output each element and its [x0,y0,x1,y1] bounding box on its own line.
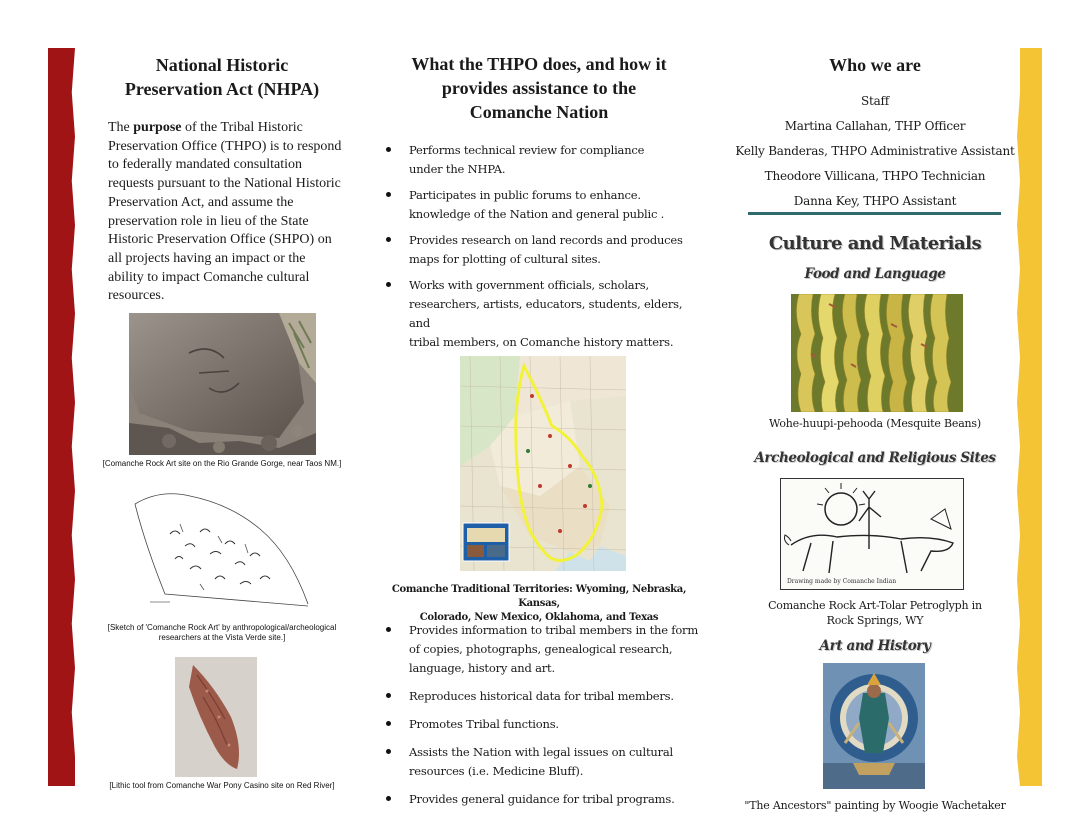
rock-art-photo [129,313,316,455]
bullet-line: Assists the Nation with legal issues on cultural [409,745,674,759]
mesquite-caption: Wohe-huupi-pehooda (Mesquite Beans) [769,417,981,430]
painting-caption: "The Ancestors" painting by Woogie Wachetaker [744,799,1006,812]
sketch-signature: Drawing made by Comanche Indian [787,578,897,585]
list-item [378,621,700,678]
bullet-line: under the NHPA. [409,162,506,176]
bullet-line: Provides research on land records and produces [409,233,683,247]
thpo-services-title [378,52,700,124]
territory-map [460,356,626,571]
art-heading: Art and History [819,638,931,654]
bullet-line: knowledge of the Nation and general public . [409,207,665,221]
bullet-icon [386,282,391,287]
bullet-icon [386,796,391,801]
list-item [378,276,700,352]
services-title-line2: provides assistance to the [441,78,637,98]
nhpa-title-line1: National Historic [155,55,289,75]
bullet-line: researchers, artists, educators, students, elders, and [409,297,683,330]
section-divider [748,212,1001,215]
lithic-caption: [Lithic tool from Comanche War Pony Casino site on Red River] [109,781,335,790]
list-item [378,790,700,809]
petroglyph-caption-line1: Comanche Rock Art-Tolar Petroglyph in [768,599,982,612]
bullet-line: maps for plotting of cultural sites. [409,252,601,266]
right-yellow-ribbon [1017,48,1042,786]
rock-art-sketch [130,484,316,614]
map-caption [378,583,700,625]
petroglyph-caption-line2: Rock Springs, WY [826,614,924,627]
bullet-line: Provides general guidance for tribal programs. [409,792,675,806]
bullet-line: Reproduces historical data for tribal members. [409,689,674,703]
staff-member: Kelly Banderas, THPO Administrative Assistant [735,144,1015,158]
purpose-text: of the Tribal Historic Preservation Office (THPO) is to respond to federally mandated consultation requests pursuant to the National Historic Preservation Act, and assume the preservation role in lieu of the State Historic Preservation Office (SHPO) on all projects having an impact or the ability to impact Comanche cultural resources. [108,120,342,304]
bullet-icon [386,237,391,242]
purpose-paragraph [108,119,343,306]
list-item [378,715,700,734]
bullet-line: Performs technical review for compliance [409,143,645,157]
petroglyph-caption [730,598,1020,628]
petroglyph-sketch [780,478,964,590]
culture-title: Culture and Materials [768,233,982,254]
staff-member: Theodore Villicana, THPO Technician [764,169,986,183]
purpose-bold: purpose [133,120,182,135]
bullet-icon [386,721,391,726]
nhpa-title-line2: Preservation Act (NHPA) [124,79,320,99]
list-item [378,743,700,781]
staff-member: Martina Callahan, THP Officer [784,119,966,133]
bullet-line: Provides information to tribal members in the form [409,623,699,637]
bullet-line: Works with government officials, scholars, [409,278,649,292]
sketch-caption: [Sketch of 'Comanche Rock Art' by anthropological/archeological researchers at the Vista Verde site.] [107,623,337,642]
bullet-line: of copies, photographs, genealogical research, [409,642,673,656]
services-list-bottom [378,621,700,809]
bullet-line: Promotes Tribal functions. [409,717,559,731]
lithic-tool-photo [175,657,257,777]
map-caption-line2: Colorado, New Mexico, Oklahoma, and Texas [419,612,659,623]
services-list-top [378,141,700,352]
bullet-icon [386,749,391,754]
bullet-line: Participates in public forums to enhance. [409,188,641,202]
list-item [378,186,700,224]
mesquite-beans-photo [791,294,963,412]
bullet-line: language, history and art. [409,661,555,675]
bullet-icon [386,147,391,152]
staff-heading: Staff [860,94,890,108]
purpose-pre: The [108,120,134,135]
bullet-icon [386,192,391,197]
list-item [378,231,700,269]
ancestors-painting [823,663,925,789]
food-heading: Food and Language [804,266,946,282]
who-we-are-title: Who we are [829,55,921,75]
bullet-line: resources (i.e. Medicine Bluff). [409,764,584,778]
list-item [378,141,700,179]
bullet-icon [386,693,391,698]
rock-art-caption: [Comanche Rock Art site on the Rio Grande Gorge, near Taos NM.] [102,459,342,468]
list-item [378,687,700,706]
services-title-line1: What the THPO does, and how it [411,54,667,74]
arch-heading: Archeological and Religious Sites [754,450,996,466]
bullet-icon [386,627,391,632]
staff-member: Danna Key, THPO Assistant [793,194,957,208]
services-title-line3: Comanche Nation [469,102,609,122]
staff-block [730,89,1020,214]
left-red-ribbon [48,48,75,786]
nhpa-title [88,53,356,101]
bullet-line: tribal members, on Comanche history matters. [409,335,674,349]
map-caption-line1: Comanche Traditional Territories: Wyoming, Nebraska, Kansas, [391,584,687,609]
